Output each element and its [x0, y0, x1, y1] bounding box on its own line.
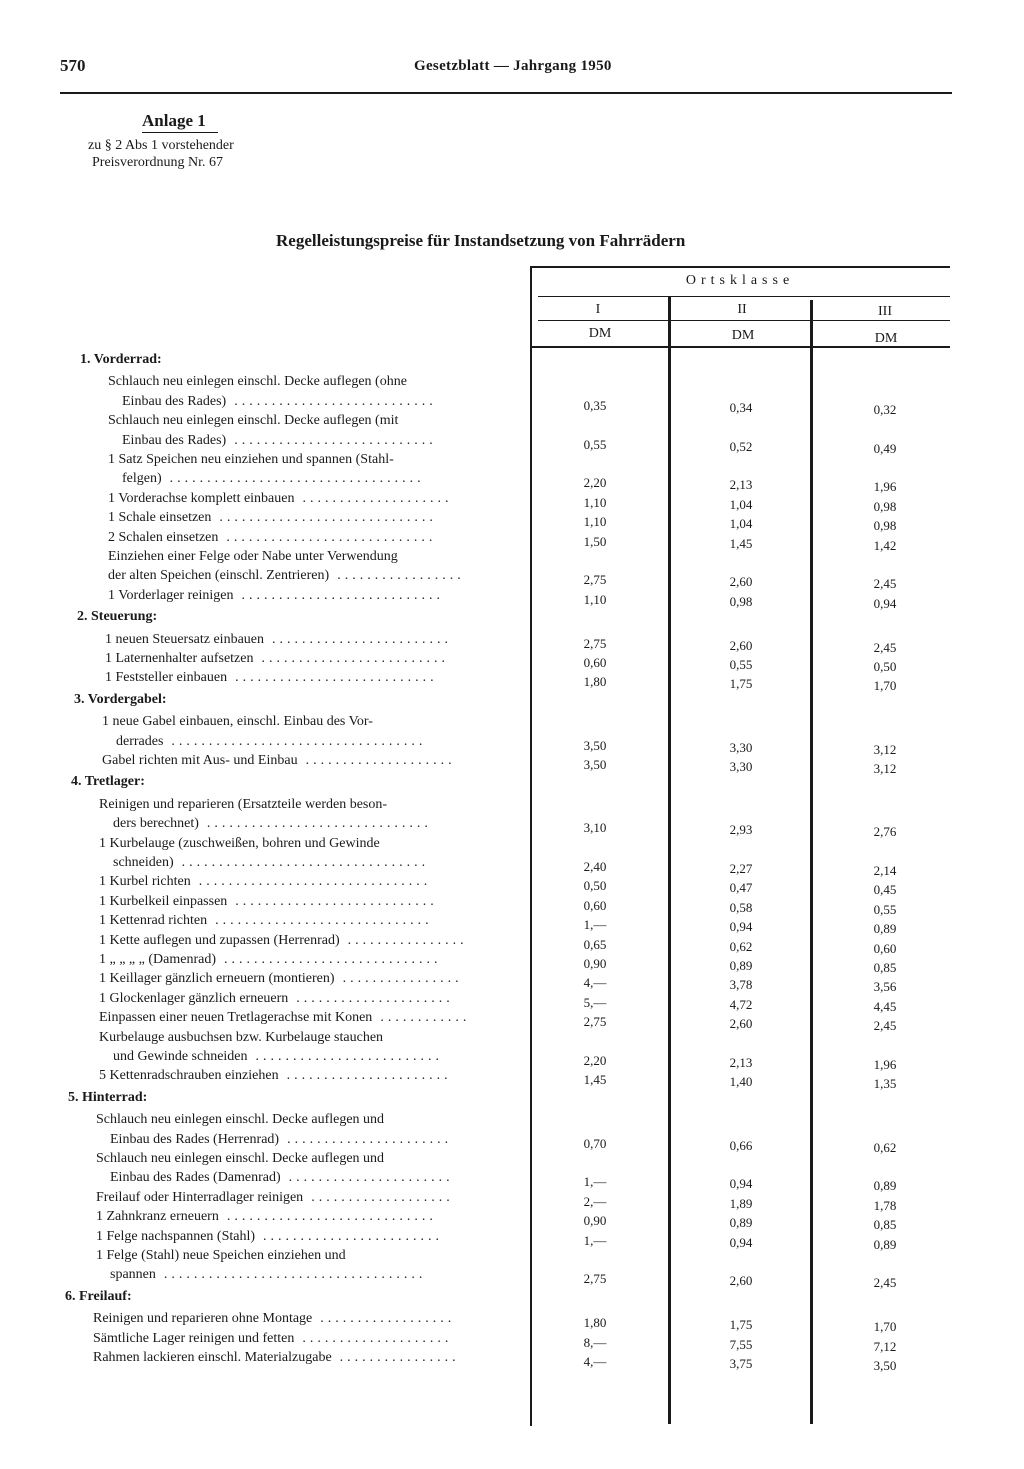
price-cell-ortsklasse-i: 0,50	[583, 878, 607, 894]
column-unit-i: DM	[588, 326, 612, 341]
price-cell-ortsklasse-iii: 1,78	[873, 1197, 897, 1213]
price-cell-ortsklasse-ii: 2,27	[729, 861, 753, 876]
price-cell-ortsklasse-iii: 2,45	[873, 1018, 897, 1034]
annex-reference-line-2: Preisverordnung Nr. 67	[92, 155, 224, 170]
unit-rule	[538, 320, 950, 321]
item-description-line: Schlauch neu einlegen einschl. Decke auflegen und	[96, 1112, 385, 1128]
item-description-line: derrades	[116, 733, 164, 749]
price-cell-ortsklasse-ii: 0,58	[729, 899, 753, 915]
price-cell-ortsklasse-i: 1,50	[583, 533, 607, 549]
price-cell-ortsklasse-i: 3,10	[583, 820, 607, 836]
dot-leader: ...................................	[163, 1267, 427, 1283]
item-description-line: der alten Speichen (einschl. Zentrieren)	[108, 568, 330, 584]
price-cell-ortsklasse-i: 4,—	[583, 1354, 607, 1369]
item-description-line: 1 neue Gabel einbauen, einschl. Einbau des Vor-	[102, 714, 373, 730]
column-header-iii: III	[878, 304, 892, 319]
item-description-line: Kurbelauge ausbuchsen bzw. Kurbelauge stauchen	[99, 1029, 384, 1045]
dot-leader: ...........................	[234, 432, 437, 448]
price-cell-ortsklasse-i: 2,20	[583, 1053, 607, 1068]
column-unit-iii: DM	[874, 331, 898, 346]
price-cell-ortsklasse-iii: 7,12	[873, 1338, 897, 1354]
section-heading: 6. Freilauf:	[65, 1288, 132, 1304]
column-header-ii: II	[737, 302, 747, 317]
price-cell-ortsklasse-iii: 1,70	[873, 678, 897, 694]
price-cell-ortsklasse-iii: 1,35	[873, 1076, 897, 1092]
dot-leader: ....................	[302, 1330, 453, 1346]
item-description-line: 5 Kettenradschrauben einziehen	[99, 1068, 279, 1084]
item-description-line: Reinigen und reparieren (Ersatzteile werden beson-	[99, 796, 388, 812]
header-bottom-rule	[530, 346, 950, 348]
price-cell-ortsklasse-i: 0,55	[583, 436, 607, 452]
annex-title: Anlage 1	[142, 111, 206, 130]
price-cell-ortsklasse-ii: 0,47	[729, 880, 753, 896]
dot-leader: ...........................	[241, 587, 444, 603]
dot-leader: .............................	[223, 952, 442, 967]
price-cell-ortsklasse-iii: 0,60	[873, 940, 897, 956]
item-description-line: Rahmen lackieren einschl. Materialzugabe	[93, 1350, 332, 1365]
price-cell-ortsklasse-ii: 2,60	[729, 1273, 753, 1289]
item-description-line: 1 Zahnkranz erneuern	[96, 1209, 219, 1225]
item-description-line: 1 Vorderlager reinigen	[108, 587, 234, 603]
dot-leader: ......................	[286, 1068, 452, 1084]
item-description-line: Schlauch neu einlegen einschl. Decke auflegen (mit	[108, 413, 399, 429]
price-cell-ortsklasse-i: 0,90	[583, 956, 607, 971]
column-rule-i-ii	[668, 296, 671, 1424]
annex-underline	[142, 132, 218, 133]
price-cell-ortsklasse-iii: 0,94	[873, 595, 897, 611]
price-cell-ortsklasse-ii: 2,60	[729, 1016, 753, 1032]
page-number: 570	[60, 56, 86, 75]
price-cell-ortsklasse-ii: 3,75	[729, 1356, 753, 1371]
dot-leader: ................	[342, 971, 463, 987]
price-cell-ortsklasse-ii: 1,75	[729, 1317, 753, 1333]
dot-leader: ..................................	[171, 733, 427, 749]
item-description-line: schneiden)	[113, 855, 174, 870]
price-cell-ortsklasse-iii: 0,55	[873, 901, 897, 917]
price-cell-ortsklasse-iii: 4,45	[873, 998, 897, 1014]
price-cell-ortsklasse-ii: 3,30	[729, 739, 753, 755]
price-cell-ortsklasse-i: 3,50	[583, 757, 607, 772]
dot-leader: ...........................	[234, 393, 437, 409]
dot-leader: .................................	[181, 855, 430, 870]
item-description-line: 1 Schale einsetzen	[108, 510, 212, 526]
item-description-line: Sämtliche Lager reinigen und fetten	[93, 1330, 295, 1346]
price-cell-ortsklasse-iii: 0,45	[873, 882, 897, 898]
price-cell-ortsklasse-ii: 0,89	[729, 1215, 753, 1231]
price-cell-ortsklasse-ii: 0,89	[729, 958, 753, 973]
price-cell-ortsklasse-iii: 0,49	[873, 440, 897, 456]
price-cell-ortsklasse-iii: 2,76	[873, 824, 897, 840]
price-cell-ortsklasse-iii: 1,42	[873, 537, 897, 553]
price-cell-ortsklasse-ii: 3,78	[729, 977, 753, 993]
dot-leader: ...........................	[235, 893, 438, 909]
price-cell-ortsklasse-ii: 0,94	[729, 919, 753, 935]
price-cell-ortsklasse-ii: 1,04	[729, 496, 753, 512]
price-cell-ortsklasse-i: 0,60	[583, 655, 607, 670]
price-cell-ortsklasse-ii: 4,72	[729, 996, 753, 1012]
price-cell-ortsklasse-ii: 2,13	[729, 1055, 753, 1070]
item-description-line: 2 Schalen einsetzen	[108, 529, 219, 545]
price-cell-ortsklasse-iii: 0,50	[873, 659, 897, 674]
price-cell-ortsklasse-i: 5,—	[583, 994, 607, 1010]
dot-leader: ..................................	[169, 471, 425, 487]
price-cell-ortsklasse-i: 2,20	[583, 475, 607, 491]
price-cell-ortsklasse-i: 0,90	[583, 1213, 607, 1229]
price-cell-ortsklasse-i: 0,65	[583, 936, 607, 952]
ortsklasse-header: Ortsklasse	[685, 273, 795, 288]
item-description-line: Einbau des Rades)	[122, 432, 227, 448]
dot-leader: ............	[380, 1010, 471, 1026]
dot-leader: .................	[337, 568, 465, 584]
price-cell-ortsklasse-i: 0,70	[583, 1135, 607, 1151]
price-cell-ortsklasse-i: 1,10	[583, 514, 607, 530]
price-cell-ortsklasse-iii: 0,98	[873, 498, 897, 514]
price-cell-ortsklasse-ii: 1,04	[729, 516, 753, 532]
price-cell-ortsklasse-ii: 0,94	[729, 1176, 753, 1192]
price-cell-ortsklasse-ii: 7,55	[729, 1336, 753, 1352]
dot-leader: ..................	[320, 1311, 456, 1327]
price-cell-ortsklasse-i: 2,75	[583, 572, 607, 588]
price-cell-ortsklasse-i: 1,10	[583, 494, 607, 510]
running-head: Gesetzblatt — Jahrgang 1950	[414, 58, 612, 74]
price-cell-ortsklasse-ii: 2,93	[729, 822, 753, 838]
item-description-line: 1 Kurbelauge (zuschweißen, bohren und Gewinde	[99, 835, 380, 851]
item-description-line: Einbau des Rades (Herrenrad)	[110, 1131, 280, 1147]
item-description-line: spannen	[110, 1267, 156, 1283]
price-cell-ortsklasse-i: 1,80	[583, 674, 607, 690]
price-cell-ortsklasse-i: 1,—	[583, 1174, 607, 1190]
dot-leader: ................	[347, 932, 468, 948]
item-description-line: 1 Kettenrad richten	[99, 913, 208, 929]
item-description-line: 1 Feststeller einbauen	[105, 670, 228, 686]
dot-leader: ........................	[272, 631, 452, 647]
dot-leader: ....................	[302, 490, 453, 506]
price-cell-ortsklasse-i: 2,75	[583, 1014, 607, 1030]
dot-leader: ......................	[287, 1131, 453, 1147]
price-cell-ortsklasse-ii: 3,30	[729, 759, 753, 774]
price-cell-ortsklasse-ii: 1,40	[729, 1074, 753, 1090]
item-description-line: und Gewinde schneiden	[113, 1049, 248, 1064]
dot-leader: ...............................	[198, 874, 432, 890]
price-cell-ortsklasse-i: 2,75	[583, 1271, 607, 1287]
item-description-line: Einbau des Rades (Damenrad)	[110, 1170, 281, 1186]
price-cell-ortsklasse-iii: 0,89	[873, 1178, 897, 1194]
price-cell-ortsklasse-iii: 1,96	[873, 479, 897, 495]
price-cell-ortsklasse-i: 2,—	[583, 1193, 607, 1209]
column-header-i: I	[595, 302, 601, 317]
price-cell-ortsklasse-i: 1,—	[583, 917, 607, 933]
dot-leader: .........................	[255, 1049, 444, 1064]
item-description-line: 1 Felge (Stahl) neue Speichen einziehen und	[96, 1248, 346, 1263]
price-cell-ortsklasse-iii: 3,12	[873, 761, 897, 776]
price-cell-ortsklasse-iii: 1,96	[873, 1057, 897, 1072]
price-cell-ortsklasse-ii: 0,94	[729, 1234, 753, 1250]
price-cell-ortsklasse-i: 4,—	[583, 975, 607, 991]
dot-leader: ....................	[305, 753, 456, 768]
dot-leader: ...................	[311, 1189, 454, 1205]
item-description-line: 1 Kurbelkeil einpassen	[99, 893, 228, 909]
dot-leader: ............................	[226, 1209, 437, 1225]
price-cell-ortsklasse-i: 1,80	[583, 1315, 607, 1331]
price-cell-ortsklasse-iii: 0,62	[873, 1139, 897, 1155]
dot-leader: ........................	[263, 1228, 444, 1244]
item-description-line: 1 Laternenhalter aufsetzen	[105, 651, 254, 666]
price-cell-ortsklasse-iii: 0,98	[873, 518, 897, 534]
item-description-line: 1 Felge nachspannen (Stahl)	[96, 1228, 256, 1244]
item-description-line: ders berechnet)	[113, 816, 199, 832]
item-description-line: 1 neuen Steuersatz einbauen	[105, 631, 264, 647]
dot-leader: .............................	[219, 510, 437, 526]
column-rule-ii-iii	[810, 300, 813, 1424]
price-cell-ortsklasse-ii: 2,13	[729, 477, 753, 493]
item-description-line: Reinigen und reparieren ohne Montage	[93, 1311, 313, 1327]
price-cell-ortsklasse-ii: 0,66	[729, 1137, 753, 1153]
price-cell-ortsklasse-iii: 2,45	[873, 639, 897, 655]
item-description-line: 1 Vorderachse komplett einbauen	[108, 490, 295, 506]
annex-reference-line-1: zu § 2 Abs 1 vorstehender	[88, 138, 234, 153]
price-cell-ortsklasse-iii: 3,50	[873, 1358, 897, 1373]
dot-leader: ................	[339, 1350, 460, 1365]
price-cell-ortsklasse-iii: 2,45	[873, 576, 897, 592]
price-cell-ortsklasse-i: 3,50	[583, 737, 607, 753]
price-cell-ortsklasse-iii: 1,70	[873, 1319, 897, 1335]
item-description-line: Einbau des Rades)	[122, 393, 227, 409]
section-heading: 3. Vordergabel:	[74, 691, 167, 707]
header-rule	[60, 92, 952, 94]
column-rule-left	[530, 266, 532, 1426]
item-description-line: 1 Keillager gänzlich erneuern (montieren)	[99, 971, 335, 987]
price-cell-ortsklasse-i: 1,45	[583, 1072, 607, 1088]
item-description-line: Schlauch neu einlegen einschl. Decke auflegen (ohne	[108, 374, 407, 390]
price-cell-ortsklasse-iii: 3,56	[873, 979, 897, 995]
item-description-line: Gabel richten mit Aus- und Einbau	[102, 753, 298, 768]
price-cell-ortsklasse-i: 2,40	[583, 859, 607, 874]
dot-leader: ...........................	[235, 670, 438, 686]
price-cell-ortsklasse-i: 8,—	[583, 1334, 607, 1350]
price-cell-ortsklasse-iii: 0,85	[873, 1217, 897, 1233]
dot-leader: ......................	[288, 1170, 454, 1186]
item-description-line: 1 Satz Speichen neu einziehen und spannen (Stahl-	[108, 452, 394, 467]
price-cell-ortsklasse-ii: 1,89	[729, 1195, 753, 1211]
column-group-rule	[538, 296, 950, 297]
item-description-line: Freilauf oder Hinterradlager reinigen	[96, 1189, 304, 1205]
section-heading: 1. Vorderrad:	[80, 352, 162, 367]
price-cell-ortsklasse-ii: 0,34	[729, 399, 753, 415]
price-cell-ortsklasse-iii: 2,45	[873, 1275, 897, 1291]
dot-leader: .............................	[215, 913, 433, 929]
item-description-line: 1 Kurbel richten	[99, 874, 191, 890]
item-description-line: 1 „ „ „ „ (Damenrad)	[99, 952, 216, 967]
price-cell-ortsklasse-iii: 0,32	[873, 401, 897, 417]
table-top-rule	[530, 266, 950, 268]
price-cell-ortsklasse-ii: 0,62	[729, 938, 753, 954]
item-description-line: Einziehen einer Felge oder Nabe unter Verwendung	[108, 549, 398, 564]
price-cell-ortsklasse-iii: 0,89	[873, 1236, 897, 1252]
price-cell-ortsklasse-i: 0,60	[583, 897, 607, 913]
price-cell-ortsklasse-i: 0,35	[583, 397, 607, 413]
price-cell-ortsklasse-ii: 0,52	[729, 438, 753, 454]
dot-leader: ............................	[226, 529, 437, 545]
item-description-line: 1 Kette auflegen und zupassen (Herrenrad)	[99, 932, 340, 948]
price-cell-ortsklasse-ii: 2,60	[729, 574, 753, 590]
dot-leader: .........................	[261, 651, 449, 666]
dot-leader: ..............................	[206, 816, 432, 832]
price-cell-ortsklasse-iii: 3,12	[873, 741, 897, 757]
price-cell-ortsklasse-i: 2,75	[583, 635, 607, 651]
price-cell-ortsklasse-iii: 0,89	[873, 921, 897, 937]
dot-leader: .....................	[296, 990, 454, 1006]
column-unit-ii: DM	[731, 328, 755, 343]
document-title: Regelleistungspreise für Instandsetzung von Fahrrädern	[276, 231, 686, 250]
price-cell-ortsklasse-iii: 2,14	[873, 863, 897, 878]
price-cell-ortsklasse-ii: 1,75	[729, 676, 753, 692]
price-cell-ortsklasse-iii: 0,85	[873, 960, 897, 975]
item-description-line: Einpassen einer neuen Tretlagerachse mit Konen	[99, 1010, 373, 1026]
price-cell-ortsklasse-i: 1,—	[583, 1232, 607, 1248]
section-heading: 4. Tretlager:	[71, 774, 145, 790]
item-description-line: Schlauch neu einlegen einschl. Decke auflegen und	[96, 1151, 385, 1166]
price-cell-ortsklasse-i: 1,10	[583, 591, 607, 607]
price-cell-ortsklasse-ii: 2,60	[729, 637, 753, 653]
price-cell-ortsklasse-ii: 1,45	[729, 535, 753, 551]
item-description-line: 1 Glockenlager gänzlich erneuern	[99, 990, 289, 1006]
section-heading: 5. Hinterrad:	[68, 1089, 148, 1105]
item-description-line: felgen)	[122, 471, 162, 487]
section-heading: 2. Steuerung:	[77, 609, 158, 625]
price-cell-ortsklasse-ii: 0,98	[729, 593, 753, 609]
price-cell-ortsklasse-ii: 0,55	[729, 657, 753, 672]
